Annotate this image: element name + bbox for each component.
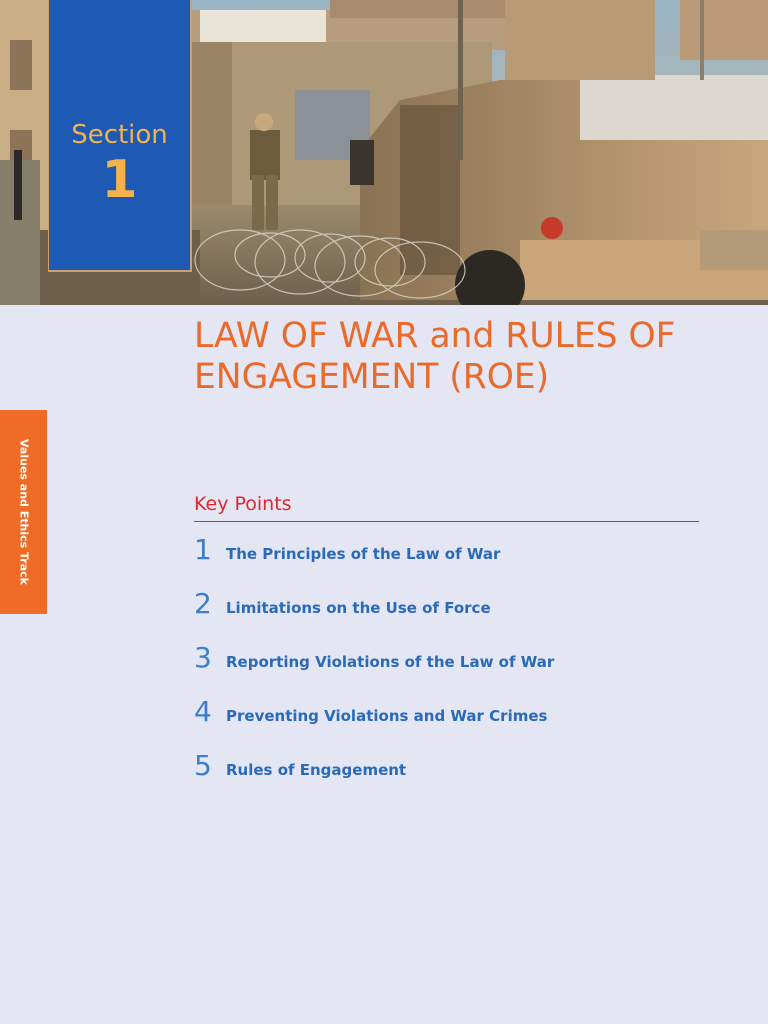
key-points-divider <box>194 521 699 522</box>
section-badge <box>48 0 192 272</box>
page-title: LAW OF WAR and RULES OF ENGAGEMENT (ROE) <box>194 316 676 397</box>
section-label: Section <box>71 120 168 150</box>
key-point-text: Limitations on the Use of Force <box>226 599 491 617</box>
track-label: Values and Ethics Track <box>17 439 30 585</box>
key-point-text: Preventing Violations and War Crimes <box>226 707 548 725</box>
key-point-item <box>194 694 714 748</box>
section-number: 1 <box>101 150 138 210</box>
key-point-number: 2 <box>194 587 212 620</box>
key-point-item <box>194 532 714 586</box>
key-point-number: 1 <box>194 533 212 566</box>
key-point-number: 5 <box>194 749 212 782</box>
key-point-number: 4 <box>194 695 212 728</box>
track-side-tab <box>0 410 47 614</box>
key-points-list <box>194 532 714 802</box>
key-point-number: 3 <box>194 641 212 674</box>
key-point-item <box>194 748 714 802</box>
key-point-text: Rules of Engagement <box>226 761 407 779</box>
key-point-text: Reporting Violations of the Law of War <box>226 653 555 671</box>
key-points-heading: Key Points <box>194 493 292 515</box>
key-point-text: The Principles of the Law of War <box>226 545 501 563</box>
key-point-item <box>194 640 714 694</box>
key-point-item <box>194 586 714 640</box>
